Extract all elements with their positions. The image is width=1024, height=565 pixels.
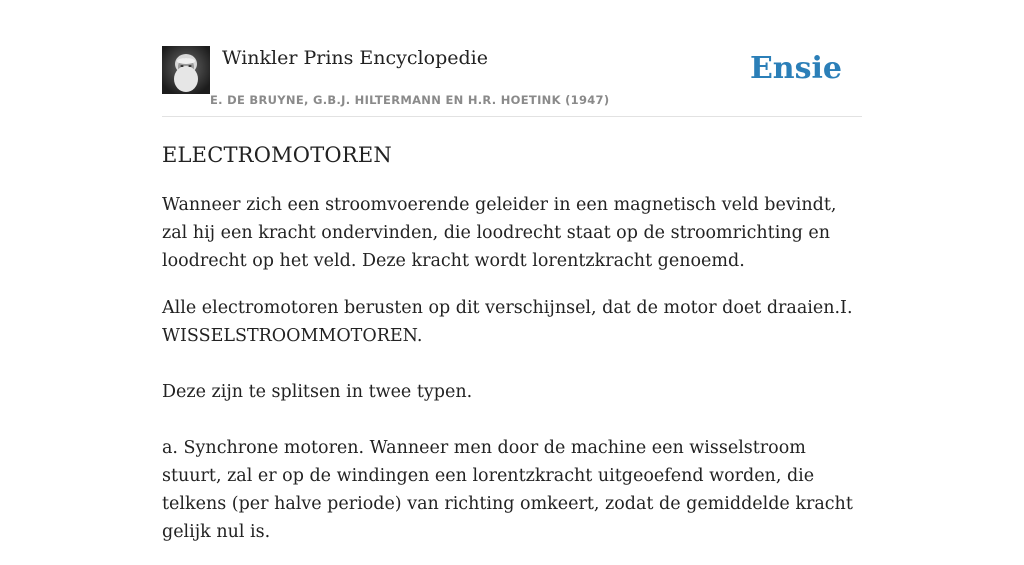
article-title: ELECTROMOTOREN <box>162 143 392 167</box>
ensie-logo[interactable]: Ensie <box>749 51 842 86</box>
authors-line: E. DE BRUYNE, G.B.J. HILTERMANN EN H.R. HOETINK (1947) <box>210 93 610 107</box>
author-portrait-icon <box>162 46 210 94</box>
article-paragraph: Alle electromotoren berusten op dit verschijnsel, dat de motor doet draaien.I. WISSELSTROOMMOTOREN. <box>162 298 853 346</box>
source-header <box>162 46 862 117</box>
article-paragraph: Deze zijn te splitsen in twee typen. <box>162 382 473 402</box>
article-paragraph: Wanneer zich een stroomvoerende geleider in een magnetisch veld bevindt, zal hij een kracht ondervinden, die loodrecht staat op de stroomrichting en loodrecht op het veld. Deze kracht wordt lorentzkracht genoemd. <box>162 195 837 271</box>
author-avatar <box>162 46 210 94</box>
source-title[interactable]: Winkler Prins Encyclopedie <box>222 47 488 69</box>
paragraph-spacer <box>162 425 862 434</box>
article <box>162 139 862 565</box>
article-paragraph: a. Synchrone motoren. Wanneer men door de machine een wisselstroom stuurt, zal er op de windingen een lorentzkracht uitgeoefend worden, die telkens (per halve periode) van richting omkeert, zodat de gemiddelde kracht gelijk nul is. <box>162 438 853 542</box>
paragraph-spacer <box>162 369 862 378</box>
